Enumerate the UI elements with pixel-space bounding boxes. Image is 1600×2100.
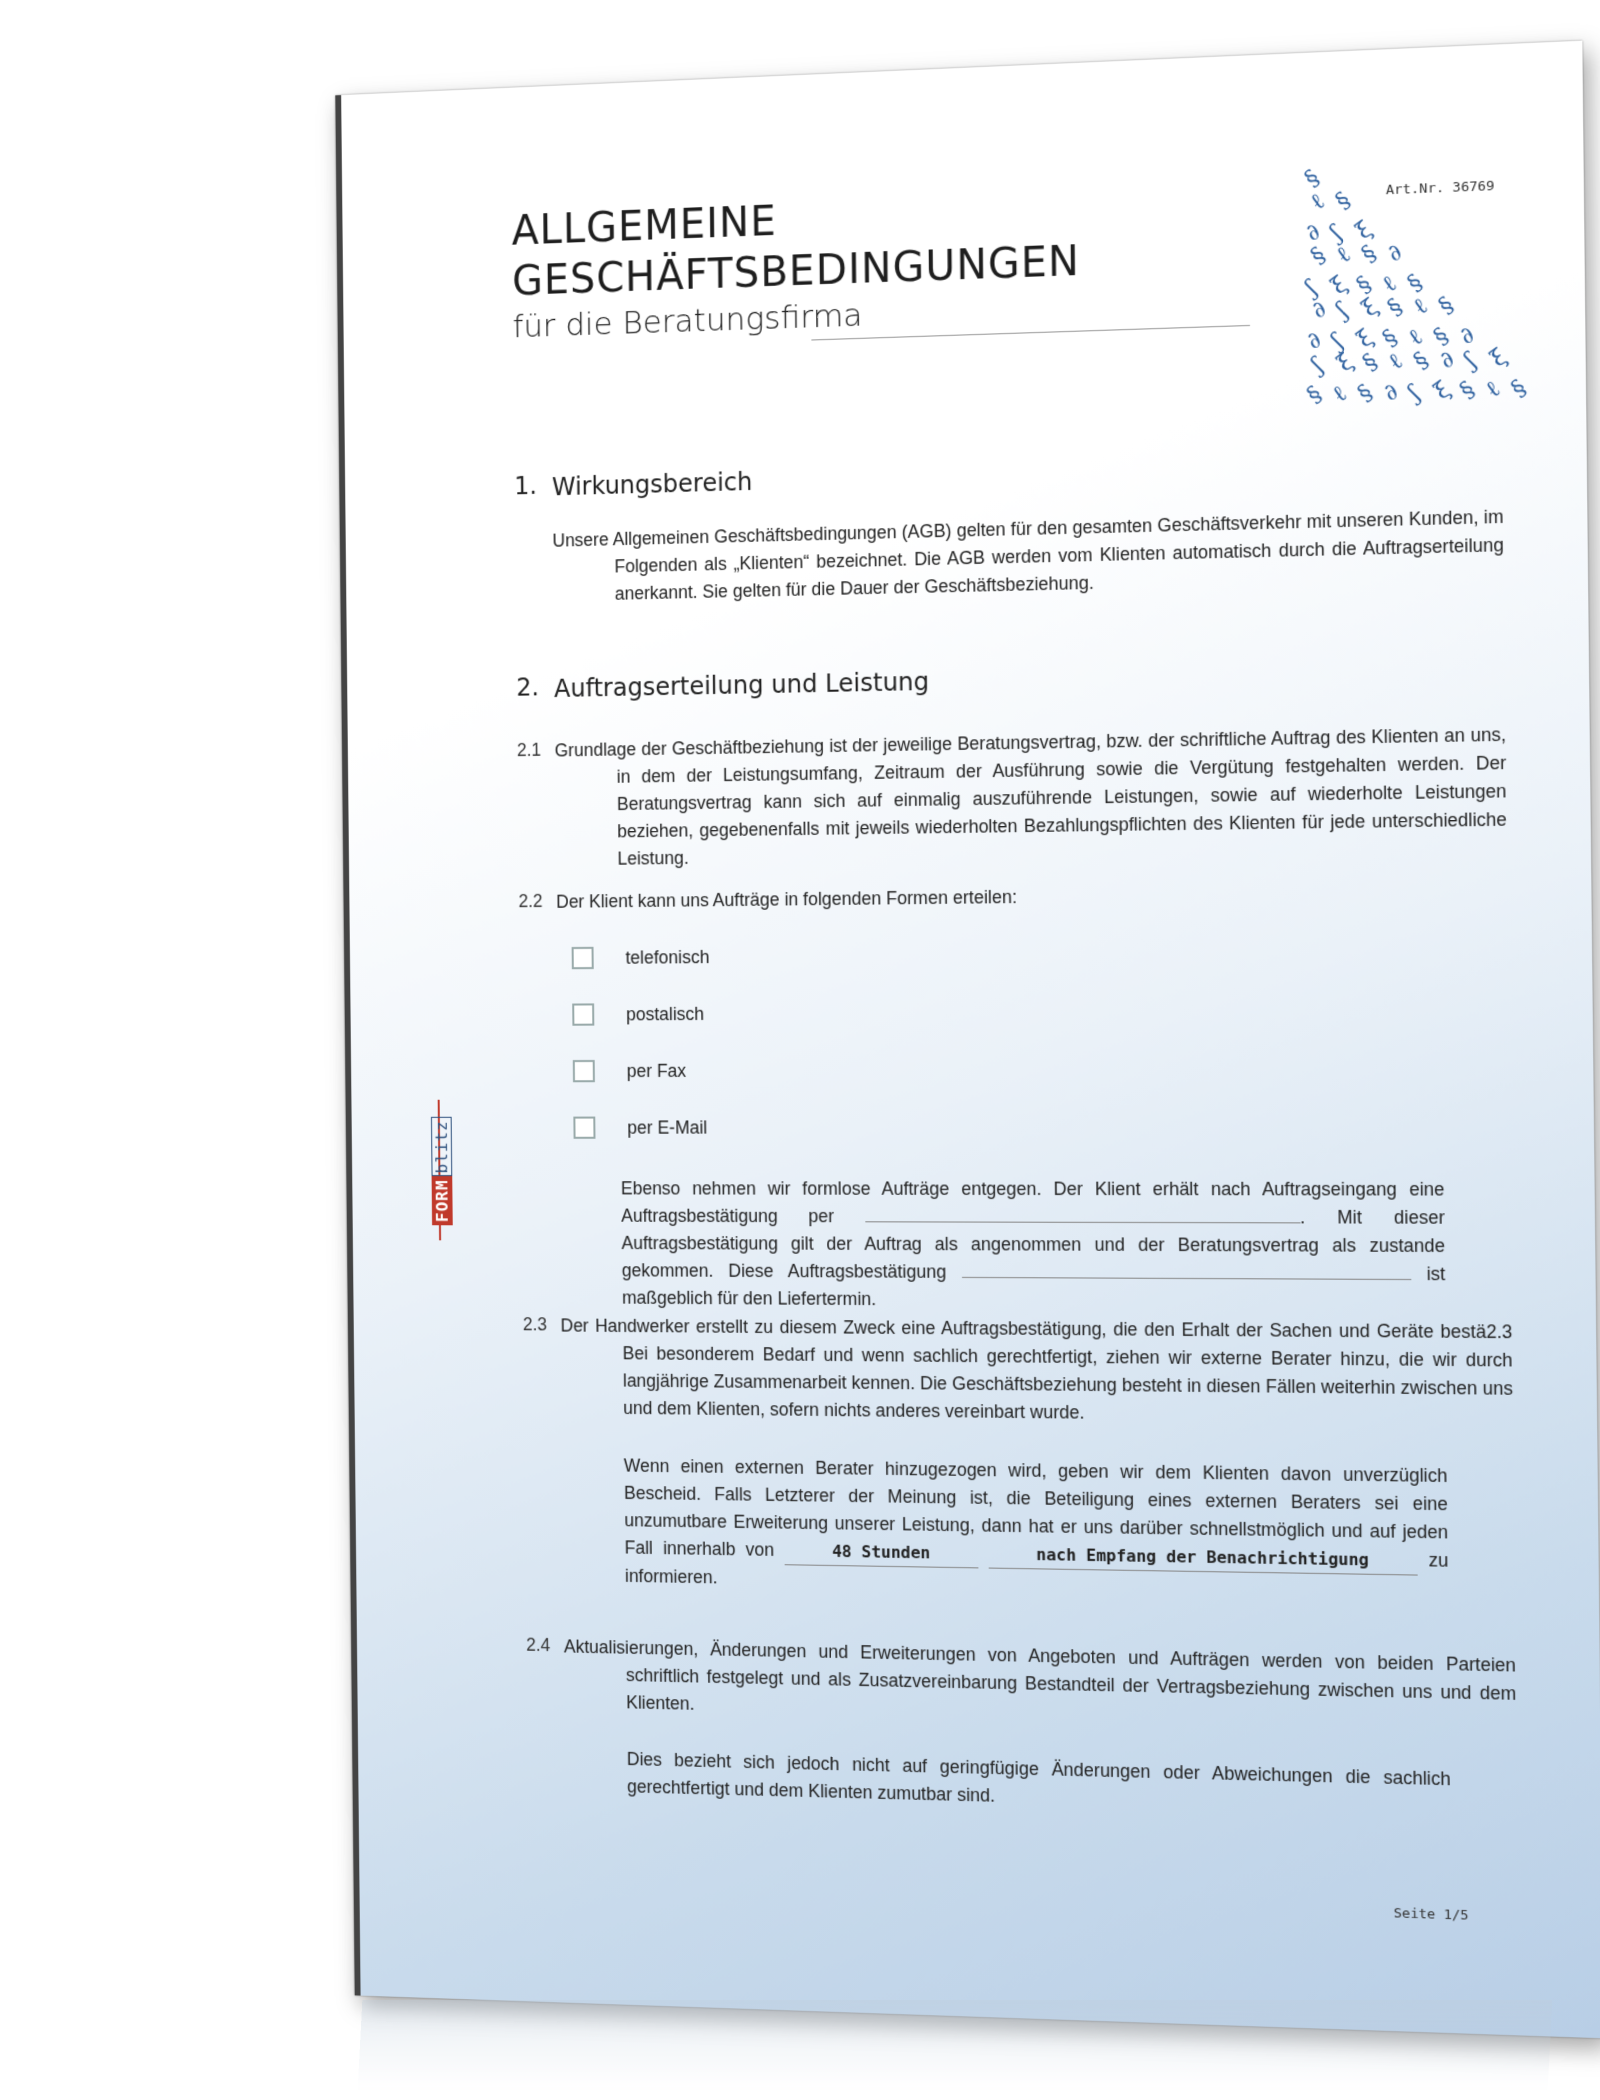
ornament-glyph: §	[1302, 381, 1328, 409]
ornament-glyph: §	[1353, 379, 1379, 408]
ornament-glyph: ʃ	[1331, 298, 1353, 324]
ornament-glyph: ℓ	[1305, 188, 1330, 216]
option-label: telefonisch	[625, 946, 710, 968]
ornament-glyph: §	[1330, 187, 1356, 216]
brand-blitz: blitz	[431, 1117, 452, 1176]
confirmation-text-b: . Mit dieser Auftragsbestätigung gilt der Auftrag als angenommen und der Beratungsvertrag als zustande gekommen. Diese Auftragsbestätigung	[621, 1206, 1446, 1282]
section-1-number: 1.	[514, 471, 538, 501]
ornament-glyph: §	[1455, 376, 1481, 405]
document-subtitle: für die Beratungsfirma	[512, 296, 863, 346]
ornament-glyph: ∂	[1300, 218, 1326, 247]
ornament-glyph: ℓ	[1377, 270, 1402, 299]
option-postalisch[interactable]	[572, 999, 704, 1030]
ornament-glyph: ℓ	[1331, 241, 1356, 270]
inform-text: zu informieren.	[624, 1549, 1449, 1588]
deadline-reference-field[interactable]: nach Empfang der Benachrichtigung	[989, 1540, 1418, 1576]
ornament-glyph: ξ	[1357, 293, 1384, 323]
document-page	[335, 41, 1600, 2039]
document-title	[511, 183, 1121, 307]
page-reflection	[358, 2000, 1553, 2090]
ornament-glyph: ξ	[1351, 216, 1378, 245]
ornament-glyph: ∂	[1454, 321, 1481, 351]
title-line-1: ALLGEMEINE	[511, 198, 777, 255]
article-number: Art.Nr. 36769	[1385, 178, 1495, 199]
subsection-2-3-number: 2.3	[522, 1314, 548, 1335]
ornament-glyph: ℓ	[1408, 293, 1433, 321]
formblitz-logo	[432, 1117, 452, 1225]
confirmation-method-field[interactable]	[865, 1203, 1300, 1223]
checkbox-telefonisch[interactable]	[572, 947, 594, 969]
ornament-glyph: ℓ	[1403, 324, 1429, 352]
deadline-field[interactable]: 48 Stunden	[784, 1537, 978, 1569]
section-2-number: 2.	[516, 673, 540, 702]
subsection-2-2-intro: Der Klient kann uns Aufträge in folgenden Formen erteilen:	[556, 886, 1018, 912]
subsection-2-4-number: 2.4	[526, 1634, 551, 1656]
option-fax[interactable]	[573, 1056, 687, 1087]
section-2-title: Auftragserteilung und Leistung	[553, 667, 930, 704]
section-1-title: Wirkungsbereich	[551, 467, 753, 502]
ornament-glyph: ∂	[1378, 378, 1404, 407]
subsection-2-4-text-2: Dies bezieht sich jedoch nicht auf geringfügige Änderungen oder Abweichungen die sachlich gerechtfertigt und dem Klienten zumutbar sind.	[626, 1748, 1451, 1806]
subsection-2-2-number: 2.2	[518, 890, 543, 912]
confirmation-text-c: ist maßgeblich für den Liefertermin.	[621, 1263, 1446, 1310]
option-label: postalisch	[626, 1003, 705, 1024]
ornament-glyph: §	[1377, 324, 1403, 353]
ornament-glyph: ∂	[1301, 326, 1327, 355]
ornament-glyph: ℓ	[1327, 380, 1353, 409]
option-label: per Fax	[626, 1060, 687, 1081]
title-line-2: GESCHÄFTSBEDINGUNGEN	[511, 237, 1081, 306]
ornament-glyph: ξ	[1352, 324, 1379, 354]
subsection-2-1-number: 2.1	[516, 739, 542, 761]
ornament-glyph: ʃ	[1325, 221, 1347, 246]
ornament-glyph: ℓ	[1383, 348, 1409, 376]
ornament-glyph: ʃ	[1403, 381, 1425, 406]
ornament-glyph: §	[1351, 271, 1377, 300]
section-1-text: Unsere Allgemeinen Geschäftsbedingungen (AGB) gelten für den gesamten Geschäftsverkehr mit unseren Kunden, im Folgenden als „Klienten“ bezeichnet. Die AGB werden vom Klienten automatisch durch die Auftragserteilung anerkannt. Sie gelten für die Dauer der Geschäftsbeziehung.	[552, 506, 1504, 604]
external-advisor-text: Wenn einen externen Berater hinzugezogen wird, geben wir dem Klienten davon unverzüglich Bescheid. Falls Letzterer der Meinung ist, die Beteiligung eines externen Beraters sei eine unzumutbare Erweiterung unserer Leistung, dann hat er uns darüber schnellstmöglich und auf jeden Fall innerhalb von	[623, 1455, 1449, 1560]
page-number: Seite 1/5	[1393, 1905, 1469, 1924]
option-label: per E-Mail	[627, 1116, 708, 1138]
subsection-2-1-text: Grundlage der Geschäftbeziehung ist der jeweilige Beratungsvertrag, bzw. der schriftliche Auftrag des Klienten an uns, in dem der Leistungsumfang, Zeitraum der Ausführung sowie die Vergütung festgehalten werden. Der Beratungsvertrag kann sich auf einmalig auszuführende Leistungen, sowie auf wiederholte Leistungen beziehen, gegebenenfalls mit jeweils wiederholten Bezahlungspflichten des Klienten für jede unterschiedliche Leistung.	[554, 724, 1507, 869]
ornament-glyph: §	[1402, 269, 1428, 298]
ornament-glyph: §	[1428, 322, 1455, 351]
ornament-glyph: §	[1408, 347, 1434, 376]
option-telefonisch[interactable]	[572, 942, 710, 974]
checkbox-email[interactable]	[573, 1117, 595, 1139]
ornament-glyph: §	[1357, 348, 1383, 377]
checkbox-fax[interactable]	[573, 1060, 595, 1082]
option-email[interactable]	[573, 1112, 707, 1143]
confirmation-detail-field[interactable]	[961, 1258, 1411, 1280]
brand-form: FORM	[432, 1177, 453, 1226]
ornament-glyph: ξ	[1429, 376, 1456, 406]
ornament-glyph: §	[1300, 165, 1325, 193]
subtitle-blank-line	[811, 325, 1250, 341]
ornament-glyph: ξ	[1485, 344, 1512, 373]
ornament-glyph: ξ	[1326, 271, 1353, 300]
ornament-glyph: §	[1382, 293, 1408, 322]
confirmation-text-a: Ebenso nehmen wir formlose Aufträge entgegen. Der Klient erhält nach Auftragseingang eine Auftragsbestätigung per	[620, 1178, 1445, 1227]
checkbox-postalisch[interactable]	[572, 1003, 594, 1025]
ornament-glyph: ʃ	[1460, 348, 1481, 374]
subsection-2-3-text-2	[624, 1452, 1449, 1604]
subsection-2-4-text-1: Aktualisierungen, Änderungen und Erweiterungen von Angeboten und Aufträgen werden von beiden Parteien schriftlich festgelegt und als Zusatzvereinbarung Bestandteil der Vertragsbeziehung zwischen uns und dem Klienten.	[563, 1636, 1517, 1714]
ornament-glyph: ∂	[1382, 239, 1408, 268]
subsection-2-2-text	[621, 1175, 1446, 1317]
ornament-glyph: ʃ	[1307, 353, 1328, 379]
ornament-glyph: §	[1433, 292, 1459, 320]
ornament-glyph: §	[1356, 240, 1382, 269]
ornament-glyph: ξ	[1332, 348, 1359, 378]
paragraph-pattern-ornament	[1290, 147, 1548, 427]
ornament-glyph: ∂	[1434, 346, 1460, 375]
ornament-glyph: §	[1506, 374, 1532, 403]
ornament-glyph: ℓ	[1480, 375, 1506, 404]
ornament-glyph: §	[1306, 242, 1331, 271]
ornament-glyph: ʃ	[1327, 329, 1348, 355]
ornament-glyph: ʃ	[1301, 276, 1322, 301]
subsection-2-3-text-1: Der Handwerker erstellt zu diesem Zweck eine Auftragsbestätigung, die den Erhalt der Sachen und Geräte bestä2.3 Bei besonderem Bedarf und wenn sachlich gerechtfertigt, ziehen wir externe Berater hinzu, die wir durch langjährige Zusammenarbeit kennen. Die Geschäftsbeziehung besteht in diesen Fällen weiterhin zwischen uns und dem Klienten, sofern nichts anderes vereinbart wurde.	[560, 1315, 1513, 1423]
ornament-glyph: ∂	[1306, 296, 1332, 325]
